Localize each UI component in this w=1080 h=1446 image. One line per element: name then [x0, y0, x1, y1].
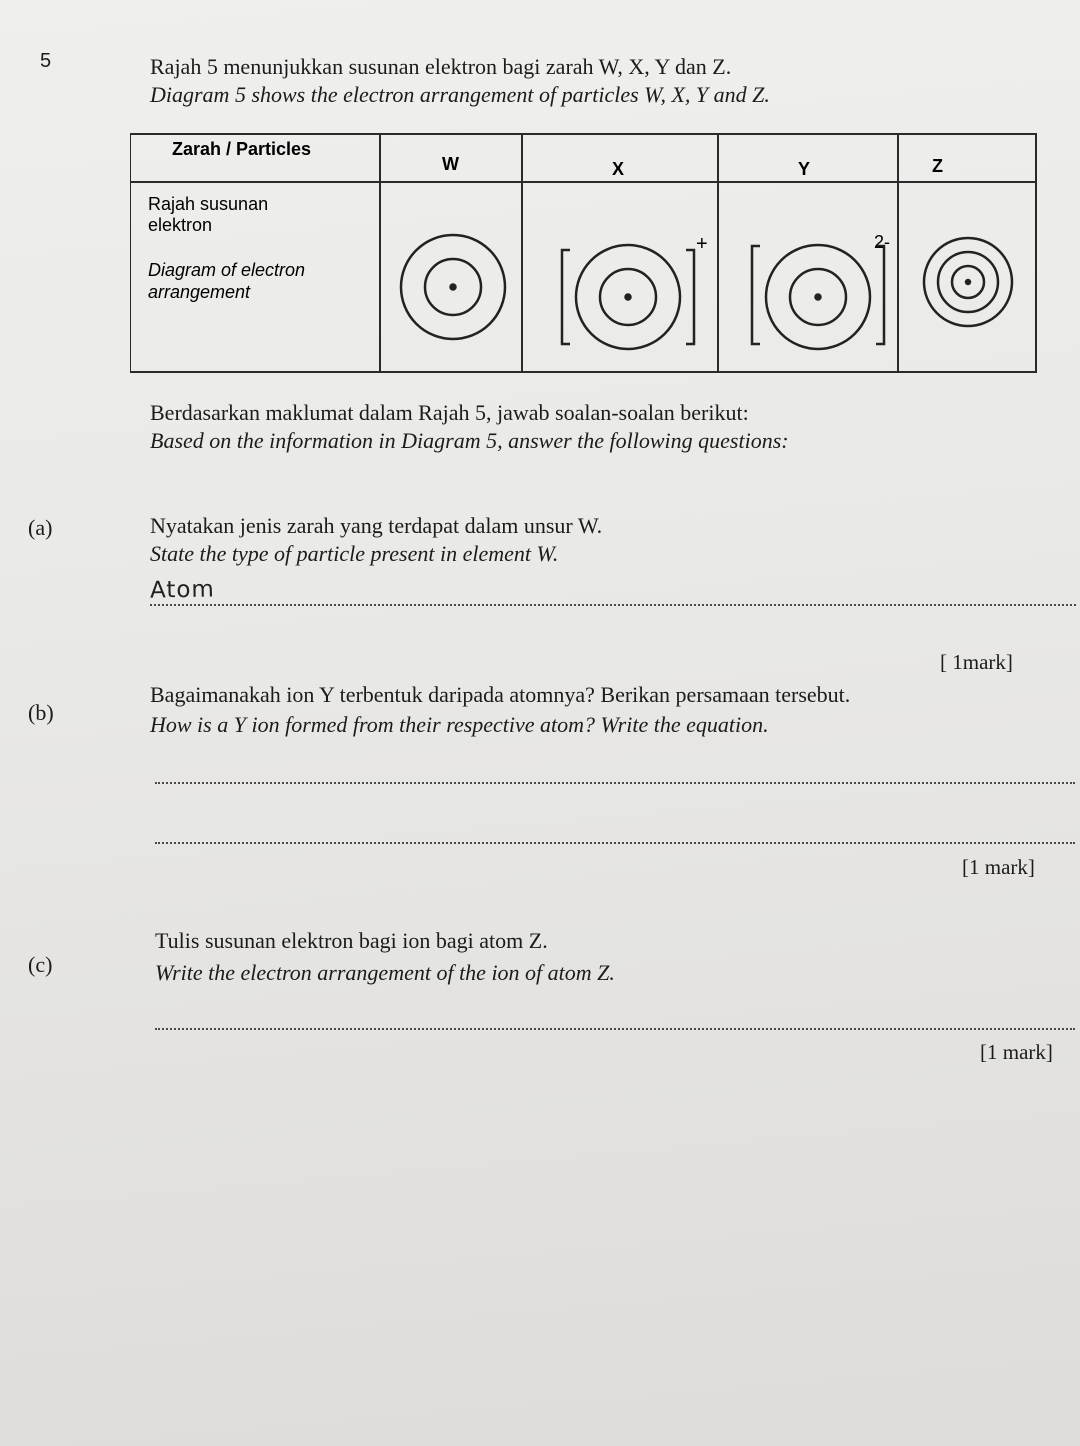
row-label-english-2: arrangement — [148, 282, 251, 302]
particle-z-label: Z — [932, 156, 943, 176]
answer-line-a[interactable] — [150, 604, 1076, 606]
question-b-malay: Bagaimanakah ion Y terbentuk daripada atomnya? Berikan persamaan tersebut. — [150, 682, 851, 707]
table-border — [130, 134, 1036, 372]
ion-y-diagram — [752, 245, 884, 349]
particle-x-label: X — [612, 159, 625, 179]
intro-english: Diagram 5 shows the electron arrangement of particles W, X, Y and Z. — [150, 82, 770, 107]
question-c-mark: [1 mark] — [980, 1040, 1053, 1064]
answer-line-b-2[interactable] — [155, 842, 1075, 844]
table-header-label: Zarah / Particles — [172, 139, 312, 159]
question-a-mark: [ 1mark] — [940, 650, 1013, 674]
instruction-malay: Berdasarkan maklumat dalam Rajah 5, jawab soalan-soalan berikut: — [150, 400, 749, 425]
row-label-english-1: Diagram of electron — [148, 260, 306, 280]
question-a-english: State the type of particle present in element W. — [150, 541, 559, 566]
question-a-label: (a) — [28, 515, 53, 540]
row-label-malay-2: elektron — [148, 215, 213, 235]
ion-x-charge: + — [696, 233, 708, 255]
ion-x-bracket-right — [686, 250, 694, 344]
ion-y-bracket-right — [876, 246, 884, 344]
question-b-mark: [1 mark] — [962, 855, 1035, 879]
question-a-malay: Nyatakan jenis zarah yang terdapat dalam unsur W. — [150, 513, 603, 538]
question-a-answer: Atom — [149, 576, 216, 604]
ion-y-charge: 2- — [874, 232, 891, 252]
particle-y-label: Y — [798, 159, 811, 179]
answer-line-c[interactable] — [155, 1028, 1075, 1030]
ion-x-bracket-left — [562, 250, 570, 344]
question-c-english: Write the electron arrangement of the ion of atom Z. — [155, 960, 615, 985]
answer-line-b-1[interactable] — [155, 782, 1075, 784]
ion-y-bracket-left — [752, 246, 760, 344]
question-c-label: (c) — [28, 952, 53, 977]
question-b-english: How is a Y ion formed from their respective atom? Write the equation. — [150, 712, 769, 737]
ion-x-diagram — [562, 245, 694, 349]
particle-w-label: W — [442, 154, 459, 174]
atom-z-diagram — [924, 238, 1012, 326]
question-number: 5 — [40, 50, 52, 72]
instruction-english: Based on the information in Diagram 5, answer the following questions: — [150, 428, 789, 453]
electron-arrangement-table — [130, 130, 1040, 380]
intro-malay: Rajah 5 menunjukkan susunan elektron bagi zarah W, X, Y dan Z. — [150, 54, 732, 79]
atom-w-diagram — [401, 235, 505, 339]
question-b-label: (b) — [28, 700, 54, 725]
question-c-malay: Tulis susunan elektron bagi ion bagi atom Z. — [155, 928, 548, 953]
row-label-malay-1: Rajah susunan — [148, 194, 269, 214]
